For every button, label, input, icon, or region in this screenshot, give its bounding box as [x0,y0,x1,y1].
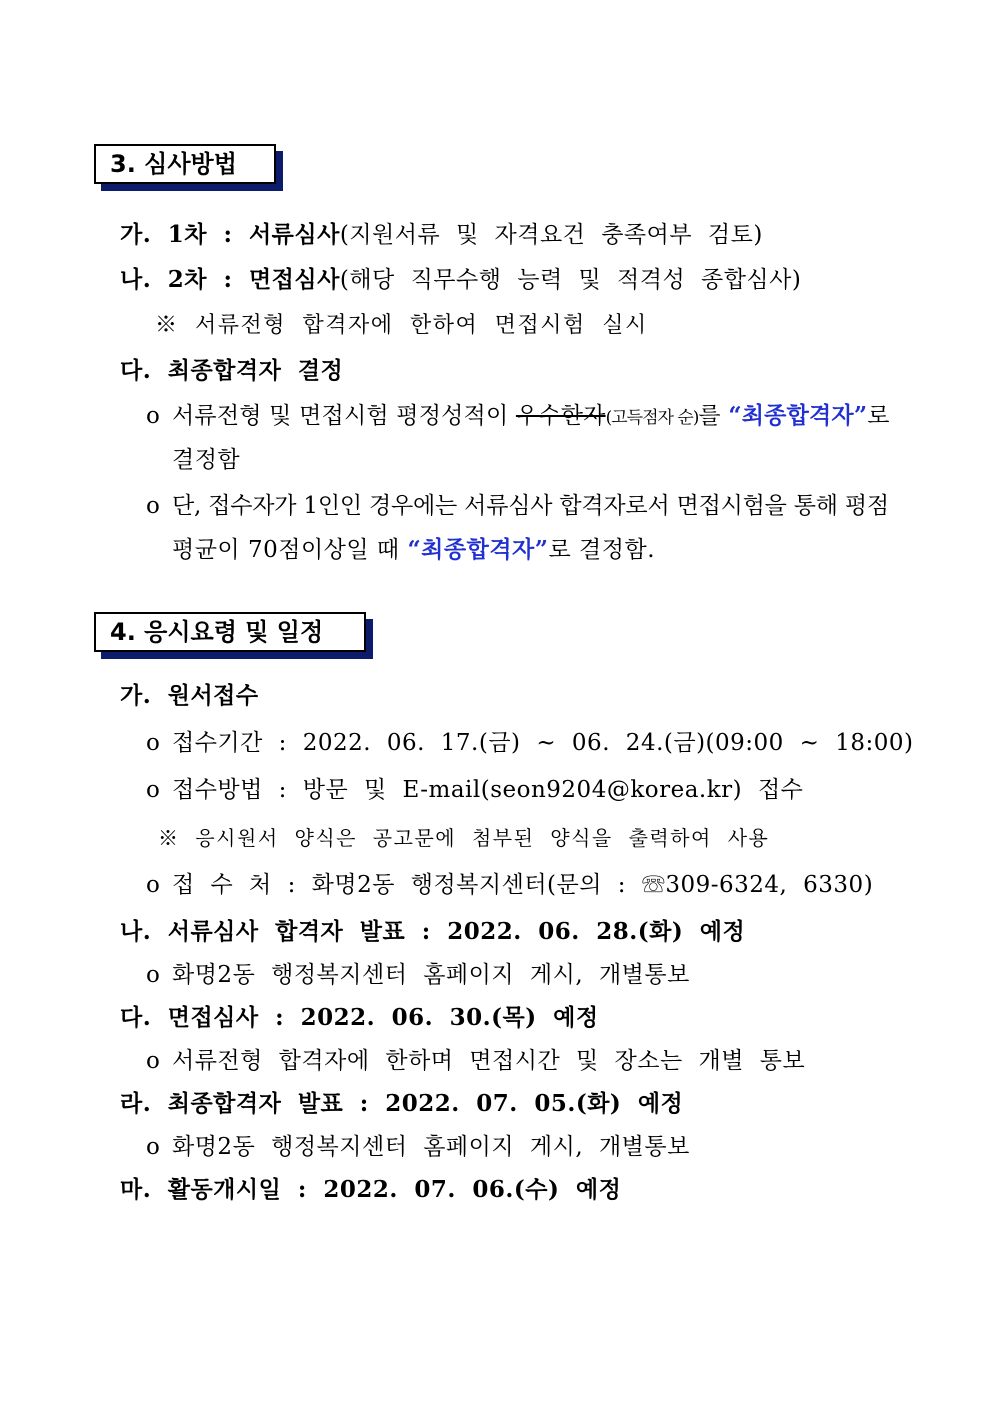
final-passer-quote: “최종합격자” [407,536,549,563]
item-1-text-a: 서류전형 및 면접시험 평정성적이 [172,403,516,429]
item-2-text-b: 로 결정함. [548,537,656,563]
item-1-text-b: 를 [698,403,729,429]
final-decision-item-2 [146,490,889,522]
screening-second-stage [120,264,801,296]
application-method [146,774,803,806]
bullet-marker: o [146,872,161,898]
final-result-heading: 라. 최종합격자 발표 : 2022. 07. 05.(화) 예정 [120,1090,684,1117]
item-1-struck-text: 우수한자 [515,403,606,429]
application-note: ※ 응시원서 양식은 공고문에 첨부된 양식을 출력하여 사용 [158,826,770,850]
screening-note: ※ 서류전형 합격자에 한하여 면접시험 실시 [155,313,648,338]
section-3-title: 3. 심사방법 [94,144,276,184]
bullet-marker: o [146,1134,161,1160]
item-2-line-1: 단, 접수자가 1인인 경우에는 서류심사 합격자로서 면접시험을 통해 평점 [172,493,889,519]
final-decision-item-1-cont: 결정함 [172,447,241,473]
application-heading: 가. 원서접수 [120,682,259,709]
second-stage-desc: (해당 직무수행 능력 및 적격성 종합심사) [339,267,802,293]
final-decision-item-1 [146,400,890,434]
document-result-item [146,959,690,991]
application-period-text: 접수기간 : 2022. 06. 17.(금) ~ 06. 24.(금)(09:00 ~ 18:00) [172,730,914,756]
bullet-marker: o [146,962,161,988]
item-2-text-a: 평균이 70점이상일 때 [172,537,408,563]
final-result-text: 화명2동 행정복지센터 홈페이지 게시, 개별통보 [172,1134,690,1160]
bullet-marker: o [146,730,161,756]
first-stage-desc: (지원서류 및 자격요건 충족여부 검토) [339,222,763,248]
application-place [146,869,873,901]
second-stage-label: 나. 2차 : 면접심사 [120,266,340,293]
interview-heading: 다. 면접심사 : 2022. 06. 30.(목) 예정 [120,1004,599,1031]
final-decision-item-2-cont [172,534,655,566]
interview-text: 서류전형 합격자에 한하며 면접시간 및 장소는 개별 통보 [172,1048,806,1074]
activity-start-heading: 마. 활동개시일 : 2022. 07. 06.(수) 예정 [120,1176,622,1203]
item-1-paren: (고득점자 순) [605,408,699,428]
bullet-marker: o [146,493,160,519]
interview-item [146,1045,805,1077]
item-1-text-c: 로 [867,403,890,429]
section-4-title: 4. 응시요령 및 일정 [94,612,366,652]
application-period [146,727,913,759]
document-result-text: 화명2동 행정복지센터 홈페이지 게시, 개별통보 [172,962,690,988]
bullet-marker: o [146,777,161,803]
bullet-marker: o [146,403,161,429]
final-passer-quote: “최종합격자” [728,402,868,429]
application-place-text: 접 수 처 : 화명2동 행정복지센터(문의 : ☏309-6324, 6330) [172,872,874,898]
bullet-marker: o [146,1048,161,1074]
application-method-text: 접수방법 : 방문 및 E-mail(seon9204@korea.kr) 접수 [172,777,804,803]
final-result-item [146,1131,690,1163]
first-stage-label: 가. 1차 : 서류심사 [120,221,340,248]
document-result-heading: 나. 서류심사 합격자 발표 : 2022. 06. 28.(화) 예정 [120,918,746,945]
final-decision-heading: 다. 최종합격자 결정 [120,357,344,384]
screening-first-stage [120,219,763,251]
